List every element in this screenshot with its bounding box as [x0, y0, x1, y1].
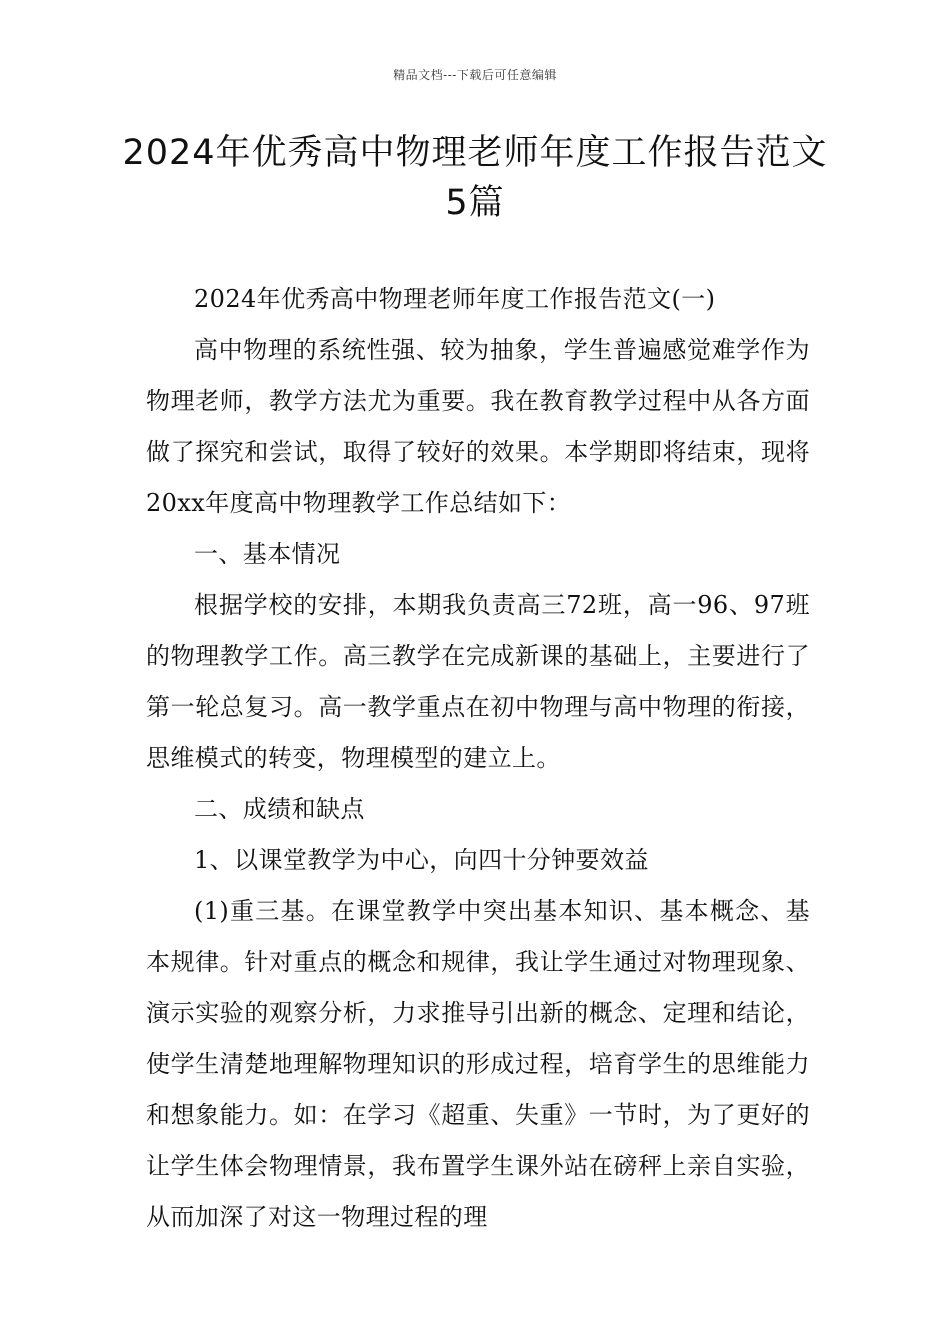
section-heading-achievements: 二、成绩和缺点 [194, 795, 365, 823]
three-basics-paragraph: (1)重三基。在课堂教学中突出基本知识、基本概念、基本规律。针对重点的概念和规律，我让学生通过对物理现象、演示实验的观察分析，力求推导引出新的概念、定理和结论，使学生清楚地理解物理知识的形成过程，培育学生的思维能力和想象能力。如：在学习《超重、失重》一节时，为了更好的让学生体会物理情景，我布置学生课外站在磅秤上亲自实验，从而加深了对这一物理过程的理 [146, 897, 810, 1231]
subheading-classroom-teaching: 1、以课堂教学为中心，向四十分钟要效益 [194, 846, 649, 874]
basic-info-paragraph: 根据学校的安排，本期我负责高三72班，高一96、97班的物理教学工作。高三教学在完成新课的基础上，主要进行了第一轮总复习。高一教学重点在初中物理与高中物理的衔接，思维模式的转变，物理模型的建立上。 [146, 591, 810, 772]
document-title: 2024年优秀高中物理老师年度工作报告范文5篇 [122, 133, 828, 223]
intro-paragraph: 高中物理的系统性强、较为抽象，学生普遍感觉难学作为物理老师，教学方法尤为重要。我在教育教学过程中从各方面做了探究和尝试，取得了较好的效果。本学期即将结束，现将20xx年度高中物理教学工作总结如下： [146, 336, 810, 517]
document-body [146, 274, 810, 1243]
section-heading-basic-info: 一、基本情况 [194, 540, 341, 568]
section-heading-sample-1: 2024年优秀高中物理老师年度工作报告范文(一) [194, 285, 716, 313]
page-header-note: 精品文档---下载后可任意编辑 [393, 68, 557, 82]
